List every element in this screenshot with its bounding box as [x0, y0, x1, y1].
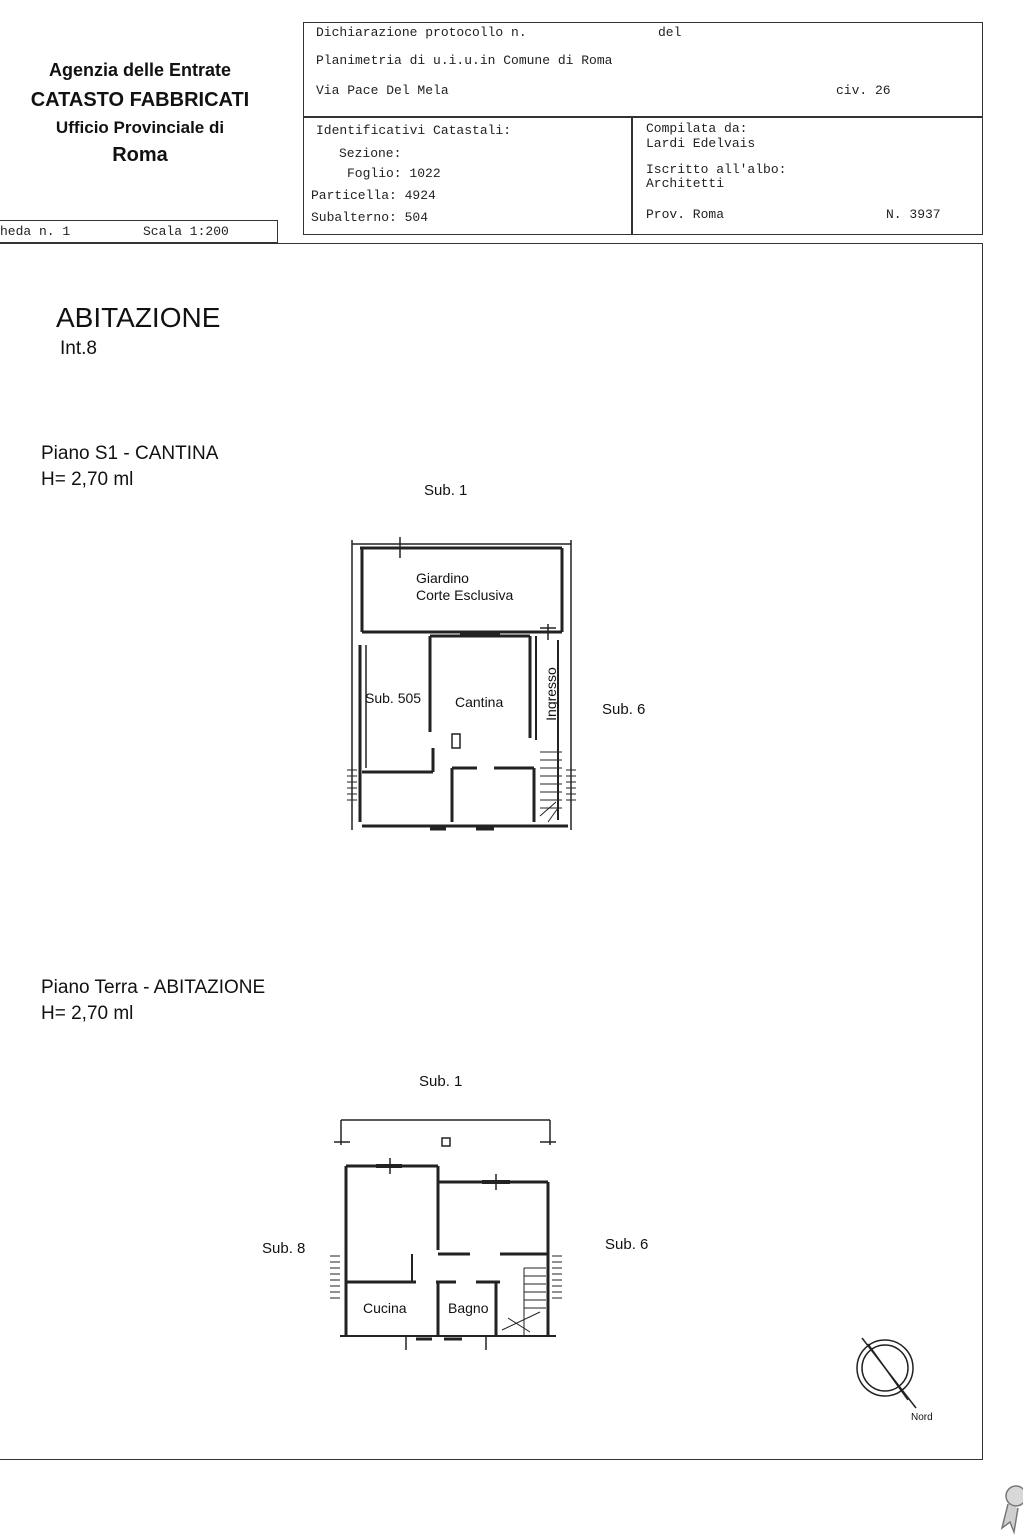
- protocol-del: del: [658, 25, 682, 40]
- compilata-name: Lardi Edelvais: [646, 136, 756, 151]
- numero-text: N. 3937: [886, 207, 941, 222]
- civ-text: civ. 26: [836, 83, 891, 98]
- terra-sub-north: Sub. 1: [419, 1073, 463, 1090]
- iscritto-value: Architetti: [646, 176, 725, 191]
- s1-room-ingresso: Ingresso: [543, 667, 559, 721]
- terra-room-cucina: Cucina: [363, 1300, 407, 1316]
- scala-label: Scala 1:200: [143, 224, 229, 239]
- ufficio-city: Roma: [112, 144, 168, 166]
- foglio-text: Foglio: 1022: [347, 166, 441, 181]
- unit-interno: Int.8: [60, 338, 97, 359]
- agency-name: Agenzia delle Entrate: [48, 60, 232, 80]
- floor-s1-title: Piano S1 - CANTINA: [41, 443, 219, 464]
- north-arrow-icon: [857, 1338, 916, 1408]
- s1-sub-north: Sub. 1: [424, 482, 468, 499]
- s1-room-cantina: Cantina: [455, 694, 504, 710]
- terra-sub-west: Sub. 8: [262, 1240, 306, 1257]
- address-text: Via Pace Del Mela: [316, 83, 449, 98]
- prov-text: Prov. Roma: [646, 207, 725, 222]
- identificativi-label: Identificativi Catastali:: [316, 123, 512, 138]
- ribbon-seal-icon: [1002, 1486, 1023, 1532]
- floor-terra-height: H= 2,70 ml: [41, 1003, 134, 1024]
- subalterno-text: Subalterno: 504: [311, 210, 429, 225]
- iscritto-label: Iscritto all'albo:: [646, 162, 787, 177]
- s1-sub-west: Sub. 505: [365, 690, 422, 706]
- floor-s1-height: H= 2,70 ml: [41, 469, 134, 490]
- particella-text: Particella: 4924: [311, 188, 436, 203]
- terra-room-bagno: Bagno: [448, 1300, 489, 1316]
- floor-terra-title: Piano Terra - ABITAZIONE: [41, 977, 266, 998]
- scheda-label: heda n. 1: [0, 224, 71, 239]
- compass-label: Nord: [911, 1412, 933, 1423]
- planimetria-text: Planimetria di u.i.u.in Comune di Roma: [316, 53, 613, 68]
- catasto-title: CATASTO FABBRICATI: [30, 89, 250, 111]
- s1-room-giardino-1: Giardino: [416, 570, 469, 586]
- s1-room-giardino-2: Corte Esclusiva: [416, 587, 514, 603]
- compilata-label: Compilata da:: [646, 121, 748, 136]
- s1-sub-east: Sub. 6: [602, 701, 646, 718]
- ufficio-label: Ufficio Provinciale di: [55, 118, 225, 137]
- protocol-label: Dichiarazione protocollo n.: [316, 25, 527, 40]
- unit-title: ABITAZIONE: [56, 302, 221, 333]
- sezione-text: Sezione:: [339, 146, 402, 161]
- terra-sub-east: Sub. 6: [605, 1236, 649, 1253]
